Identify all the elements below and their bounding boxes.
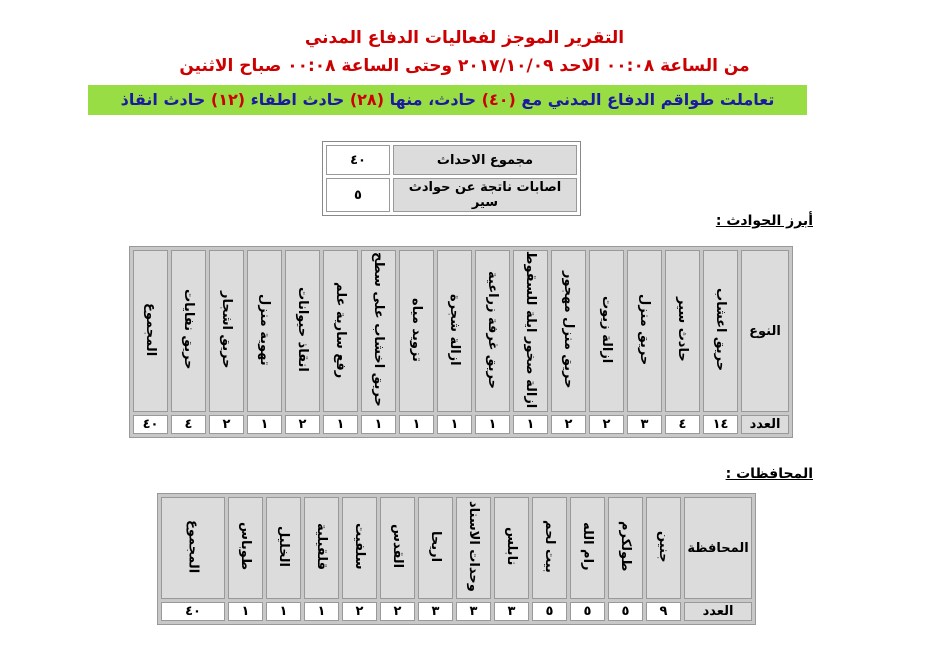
count-cell: [627, 415, 662, 434]
summary-value: ٤٠: [326, 145, 390, 175]
section-title-incidents: أبرز الحوادث :: [715, 213, 813, 229]
count-cell-text: ١: [488, 417, 497, 433]
column-header-text: تهوية منزل: [257, 293, 272, 366]
count-cell: [418, 602, 453, 621]
column-header-text: حريق اشجار: [219, 290, 234, 369]
column-header: [418, 497, 453, 599]
report-period: من الساعة ٠٠:٠٨ الاحد ٢٠١٧/١٠/٠٩ وحتى الساعة ٠٠:٠٨ صباح الاثنين: [179, 56, 750, 76]
column-header-text: بيت لحم: [542, 520, 557, 573]
count-cell: [570, 602, 605, 621]
column-header: [228, 497, 263, 599]
count-cell-text: ٢: [393, 604, 402, 619]
count-cell: [323, 415, 358, 434]
total-header-text: المجموع: [143, 303, 158, 357]
table-header-row: [161, 497, 752, 599]
count-cell: [361, 415, 396, 434]
count-cell-text: ٢: [564, 417, 573, 433]
banner-text: حادث، منها: [389, 90, 477, 109]
table-header-row: [133, 250, 789, 412]
count-cell: [171, 415, 206, 434]
total-value: [133, 415, 168, 434]
row-header-count: [741, 415, 789, 434]
banner-total: (٤٠): [481, 90, 516, 109]
count-cell-text: ١: [336, 417, 345, 433]
column-header-text: جنين: [656, 530, 671, 563]
column-header-text: حريق منزل: [637, 293, 652, 366]
count-cell: [703, 415, 738, 434]
count-cell-text: ١: [260, 417, 269, 433]
row-header-type-text: المحافظة: [687, 540, 749, 556]
column-header: [646, 497, 681, 599]
count-cell-text: ٥: [621, 604, 630, 619]
column-header: [665, 250, 700, 412]
count-cell-text: ١: [450, 417, 459, 433]
count-cell-text: ١: [317, 604, 326, 619]
count-cell: [342, 602, 377, 621]
column-header-text: طولكرم: [618, 521, 633, 572]
summary-table: [322, 141, 581, 216]
row-header-count-text: العدد: [749, 417, 781, 433]
section-title-governorates: المحافظات :: [725, 466, 813, 482]
count-cell: [513, 415, 548, 434]
count-cell: [285, 415, 320, 434]
column-header: [266, 497, 301, 599]
column-header-text: القدس: [390, 524, 405, 569]
column-header-text: حريق غرفة زراعية: [485, 270, 500, 389]
count-cell: [437, 415, 472, 434]
column-header-text: ازالة صخور ايلة للسقوط: [523, 251, 538, 409]
banner-rescue-count: (١٢): [210, 90, 246, 109]
count-cell-text: ٣: [431, 604, 440, 619]
count-cell: [380, 602, 415, 621]
column-header: [437, 250, 472, 412]
row-header-count: [684, 602, 752, 621]
row-header-type: [684, 497, 752, 599]
count-cell: [589, 415, 624, 434]
column-header-text: حريق اعشاب: [713, 288, 728, 372]
column-header: [589, 250, 624, 412]
column-header-text: رام الله: [580, 522, 595, 571]
column-header-text: ازالة شجرة: [447, 293, 462, 366]
column-header-text: وحدات الاسناد: [466, 501, 481, 592]
banner-text: تعاملت طواقم الدفاع المدني مع: [521, 90, 775, 109]
count-cell-text: ١: [526, 417, 535, 433]
count-cell-text: ١: [241, 604, 250, 619]
banner-text: حادث اطفاء: [250, 90, 345, 109]
summary-value: ٥: [326, 178, 390, 212]
banner-fire-count: (٢٨): [349, 90, 384, 109]
column-header: [570, 497, 605, 599]
count-cell-text: ٣: [507, 604, 516, 619]
column-header: [342, 497, 377, 599]
total-value-text: ٤٠: [185, 604, 201, 619]
count-cell: [247, 415, 282, 434]
table-count-row: [133, 415, 789, 434]
column-header: [380, 497, 415, 599]
total-header: [133, 250, 168, 412]
row-header-type: [741, 250, 789, 412]
count-cell-text: ٢: [222, 417, 231, 433]
column-header: [171, 250, 206, 412]
total-header: [161, 497, 225, 599]
column-header-text: سلفيت: [352, 523, 367, 570]
count-cell: [494, 602, 529, 621]
column-header: [608, 497, 643, 599]
total-value: [161, 602, 225, 621]
count-cell: [608, 602, 643, 621]
total-header-text: المجموع: [185, 519, 201, 574]
column-header: [209, 250, 244, 412]
column-header: [494, 497, 529, 599]
count-cell: [551, 415, 586, 434]
count-cell: [456, 602, 491, 621]
count-cell-text: ٥: [583, 604, 592, 619]
column-header: [304, 497, 339, 599]
column-header-text: اريحا: [428, 530, 443, 563]
count-cell-text: ١٤: [712, 417, 729, 433]
column-header: [456, 497, 491, 599]
count-cell-text: ٢: [602, 417, 611, 433]
column-header: [627, 250, 662, 412]
summary-banner: [88, 85, 807, 115]
column-header-text: تزويد مياه: [409, 297, 424, 362]
count-cell: [532, 602, 567, 621]
total-value-text: ٤٠: [142, 417, 159, 433]
column-header-text: طوباس: [238, 522, 253, 571]
column-header-text: حريق نفايات: [181, 289, 196, 370]
count-cell-text: ١: [374, 417, 383, 433]
column-header: [361, 250, 396, 412]
column-header: [399, 250, 434, 412]
count-cell-text: ٩: [659, 604, 668, 619]
row-header-type-text: النوع: [749, 323, 781, 339]
column-header: [323, 250, 358, 412]
count-cell-text: ١: [279, 604, 288, 619]
column-header-text: حريق اخشاب على سطح: [371, 252, 386, 408]
column-header-text: رفع سارية علم: [333, 281, 348, 378]
governorates-table: [157, 493, 756, 625]
count-cell: [646, 602, 681, 621]
row-header-count-text: العدد: [702, 604, 734, 619]
column-header-text: انقاذ حيوانات: [295, 287, 310, 373]
column-header-text: حريق منزل مهجور: [561, 270, 576, 389]
column-header: [703, 250, 738, 412]
column-header-text: قلقيلية: [314, 523, 329, 570]
count-cell: [304, 602, 339, 621]
column-header-text: حادث سير: [675, 297, 690, 362]
report-title: التقرير الموجز لفعاليات الدفاع المدني: [304, 28, 625, 48]
table-count-row: [161, 602, 752, 621]
count-cell-text: ٣: [469, 604, 478, 619]
count-cell-text: ١: [412, 417, 421, 433]
count-cell-text: ٢: [298, 417, 307, 433]
count-cell-text: ٣: [640, 417, 649, 433]
count-cell-text: ٥: [545, 604, 554, 619]
count-cell-text: ٢: [355, 604, 364, 619]
column-header: [532, 497, 567, 599]
banner-text: حادث انقاذ: [120, 90, 206, 109]
count-cell: [266, 602, 301, 621]
column-header-text: نابلس: [504, 527, 519, 566]
count-cell: [399, 415, 434, 434]
column-header: [247, 250, 282, 412]
column-header: [551, 250, 586, 412]
summary-label: اصابات ناتجة عن حوادث سير: [393, 178, 577, 212]
table-row: [326, 145, 577, 175]
count-cell: [665, 415, 700, 434]
column-header: [285, 250, 320, 412]
column-header-text: الخليل: [276, 526, 291, 567]
summary-label: مجموع الاحداث: [393, 145, 577, 175]
incident-types-table: [129, 246, 793, 438]
column-header-text: ازالة زيوت: [599, 295, 614, 364]
count-cell-text: ٤: [678, 417, 687, 433]
column-header: [513, 250, 548, 412]
column-header: [475, 250, 510, 412]
table-row: [326, 178, 577, 212]
count-cell-text: ٤: [184, 417, 193, 433]
count-cell: [475, 415, 510, 434]
count-cell: [228, 602, 263, 621]
count-cell: [209, 415, 244, 434]
